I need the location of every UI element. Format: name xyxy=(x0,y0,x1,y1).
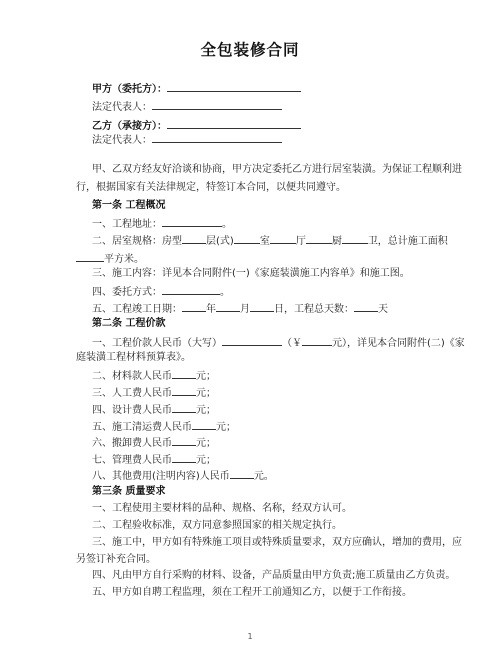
price-mid: （￥ xyxy=(282,338,302,349)
other-label: 八、其他费用(注明内容)人民币 xyxy=(92,471,230,482)
article-2-heading: 第二条 工程价款 xyxy=(92,318,166,329)
rooms-row xyxy=(92,232,448,249)
year-label: 年 xyxy=(206,304,216,315)
management-label: 七、管理费人民币 xyxy=(92,455,172,466)
party-a-label: 甲方（委托方）： xyxy=(92,84,167,95)
method-row xyxy=(92,283,230,300)
rooms-blank-4 xyxy=(306,232,332,244)
rep-b-blank xyxy=(152,131,282,143)
dates-prefix: 五、工程竣工日期： xyxy=(92,304,182,315)
moving-row xyxy=(92,434,216,451)
rooms-room: 室 xyxy=(259,236,270,247)
article-3-heading: 第三条 质量要求 xyxy=(92,486,166,497)
cleaning-label: 五、施工清运费人民币 xyxy=(92,422,192,433)
rep-b-label: 法定代表人： xyxy=(92,135,152,146)
party-b-label: 乙方（承接方）： xyxy=(92,121,167,132)
days-unit: 天 xyxy=(378,304,388,315)
price-row xyxy=(92,334,465,351)
article-1-heading: 第一条 工程概况 xyxy=(92,200,166,211)
content-row: 三、施工内容：详见本合同附件(一)《家庭装潢施工内容单》和施工图。 xyxy=(92,268,410,279)
price-end: 元），详见本合同附件(二)《家 xyxy=(332,338,465,349)
rooms-blank-2 xyxy=(234,232,260,244)
rep-a-row xyxy=(92,98,282,115)
rep-a-label: 法定代表人： xyxy=(92,102,152,113)
quality-item-2: 二、工程验收标准，双方同意参照国家的相关规定执行。 xyxy=(92,520,342,531)
materials-row xyxy=(92,367,216,384)
design-blank xyxy=(172,401,196,413)
intro-line-1: 甲、乙双方经友好洽谈和协商，甲方决定委托乙方进行居室装潢。为保证工程顺利进 xyxy=(92,164,462,175)
method-label: 四、委托方式： xyxy=(92,287,162,298)
other-blank xyxy=(230,467,254,479)
dates-row xyxy=(92,300,388,317)
labor-blank xyxy=(172,384,196,396)
rooms-blank-3 xyxy=(270,232,296,244)
management-blank xyxy=(172,451,196,463)
price-words-blank xyxy=(222,334,282,346)
quality-item-4: 四、凡由甲方自行采购的材料、设备，产品质量由甲方负责;施工质量由乙方负责。 xyxy=(92,570,456,581)
cleaning-blank xyxy=(192,418,216,430)
labor-unit: 元； xyxy=(196,388,216,399)
moving-unit: 元； xyxy=(196,438,216,449)
method-blank xyxy=(162,283,220,295)
materials-unit: 元； xyxy=(196,371,216,382)
materials-label: 二、材料款人民币 xyxy=(92,371,172,382)
area-blank xyxy=(76,250,104,262)
day-blank xyxy=(250,300,274,312)
year-blank xyxy=(182,300,206,312)
rep-b-row xyxy=(92,131,282,148)
address-row xyxy=(92,215,232,232)
quality-item-1: 一、工程使用主要材料的品种、规格、名称，经双方认可。 xyxy=(92,503,352,514)
address-label: 一、工程地址： xyxy=(92,219,162,230)
rooms-kitchen: 厨 xyxy=(331,236,342,247)
rooms-blank-5 xyxy=(342,232,368,244)
other-unit: 元。 xyxy=(253,471,274,482)
management-row xyxy=(92,451,216,468)
labor-label: 三、人工费人民币 xyxy=(92,388,172,399)
quality-item-5: 五、甲方如自聘工程监理，须在工程开工前通知乙方，以便于工作衔接。 xyxy=(92,587,412,598)
cleaning-unit: 元； xyxy=(216,422,236,433)
price-line-2: 庭装潢工程材料预算表》。 xyxy=(76,352,191,363)
labor-row xyxy=(92,384,216,401)
month-blank xyxy=(216,300,240,312)
design-label: 四、设计费人民币 xyxy=(92,405,172,416)
address-blank xyxy=(162,215,222,227)
price-prefix: 一、工程价款人民币（大写） xyxy=(92,338,222,349)
rooms-prefix: 二、居室规格：房型 xyxy=(92,236,182,247)
area-row xyxy=(76,250,144,267)
contract-title: 全包装修合同 xyxy=(200,41,300,59)
other-row xyxy=(92,467,274,484)
management-unit: 元； xyxy=(196,455,216,466)
party-b-blank xyxy=(167,117,301,129)
address-end: 。 xyxy=(222,219,232,230)
design-row xyxy=(92,401,216,418)
rooms-blank-1 xyxy=(182,232,206,244)
intro-line-2: 行，根据国家有关法律规定，特签订本合同，以便共同遵守。 xyxy=(76,182,346,193)
design-unit: 元； xyxy=(196,405,216,416)
area-unit: 平方米。 xyxy=(104,254,144,265)
moving-blank xyxy=(172,434,196,446)
moving-label: 六、搬卸费人民币 xyxy=(92,438,172,449)
party-a-blank xyxy=(167,80,301,92)
day-label: 日，工程总天数： xyxy=(274,304,354,315)
rep-a-blank xyxy=(152,98,282,110)
price-number-blank xyxy=(302,334,332,346)
rooms-layer: 层(式) xyxy=(206,236,234,247)
party-a-row xyxy=(92,80,301,97)
rooms-hall: 厅 xyxy=(295,236,306,247)
materials-blank xyxy=(172,367,196,379)
page-number: 1 xyxy=(247,632,253,641)
cleaning-row xyxy=(92,418,236,435)
days-blank xyxy=(354,300,378,312)
month-label: 月 xyxy=(240,304,250,315)
quality-item-3-cont: 另签订补充合同。 xyxy=(76,554,156,565)
method-end: 。 xyxy=(220,287,230,298)
rooms-bath: 卫，总计施工面积 xyxy=(367,236,448,247)
quality-item-3: 三、施工中，甲方如有特殊施工项目或特殊质量要求，双方应确认，增加的费用，应 xyxy=(92,537,462,548)
